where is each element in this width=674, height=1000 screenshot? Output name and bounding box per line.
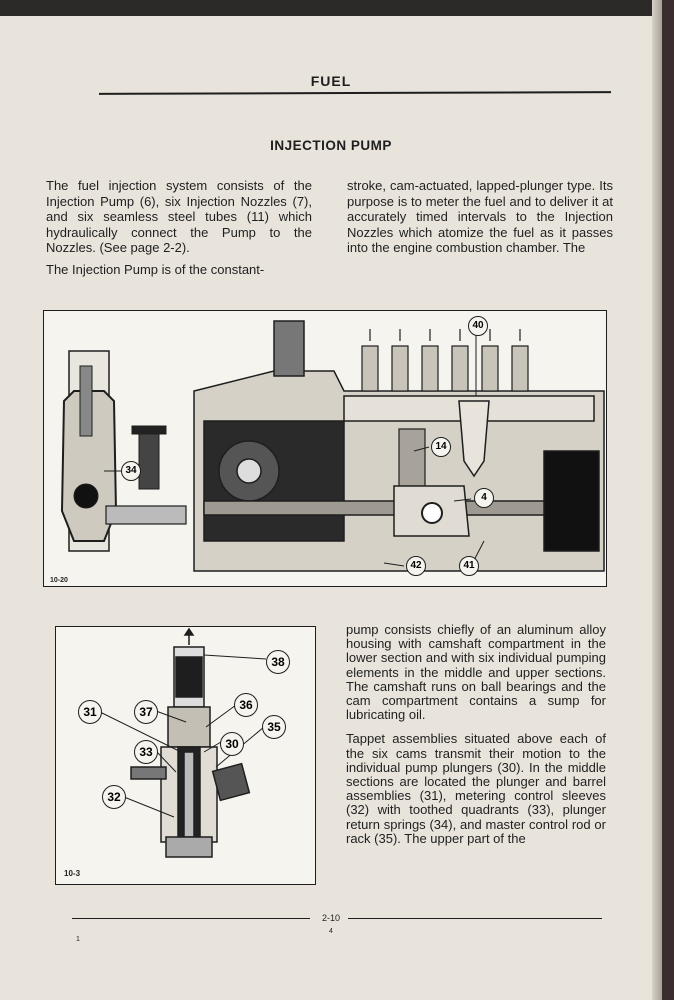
figure-number: 10-3 bbox=[64, 869, 81, 878]
callout-42: 42 bbox=[406, 556, 426, 576]
page-subnumber: 4 bbox=[329, 928, 333, 935]
callout-38: 38 bbox=[266, 650, 290, 674]
callout-35: 35 bbox=[262, 715, 286, 739]
intro-left-column bbox=[46, 178, 312, 283]
header-title: FUEL bbox=[310, 73, 352, 89]
callout-30: 30 bbox=[220, 732, 244, 756]
pumping-element-figure bbox=[55, 626, 316, 885]
pump-cutaway-figure bbox=[43, 310, 607, 587]
intro-paragraph-2: The Injection Pump is of the constant- bbox=[46, 261, 265, 277]
section-title: INJECTION PUMP bbox=[270, 138, 392, 153]
pump-cutaway-illustration bbox=[44, 311, 606, 586]
callout-40: 40 bbox=[468, 316, 488, 336]
callout-33: 33 bbox=[134, 740, 158, 764]
callout-31: 31 bbox=[78, 700, 102, 724]
callout-41: 41 bbox=[459, 556, 479, 576]
intro-right-column bbox=[347, 178, 613, 262]
page-edge bbox=[662, 0, 674, 1000]
callout-32: 32 bbox=[102, 785, 126, 809]
footer-mark: 1 bbox=[76, 936, 80, 943]
callout-37: 37 bbox=[134, 700, 158, 724]
page-number: 2-10 bbox=[321, 913, 340, 923]
body-right-column bbox=[346, 623, 606, 852]
callout-34: 34 bbox=[121, 461, 141, 481]
body-paragraph-1: pump consists chiefly of an aluminum alloy housing with camshaft compartment in the lower section and with six individual pumping elements in the middle and upper sections. The camshaft runs on ball bearings and the cam compartment contains a sump for lubricating oil. bbox=[346, 622, 606, 723]
callout-4: 4 bbox=[474, 488, 494, 508]
intro-paragraph-3: stroke, cam-actuated, lapped-plunger type. Its purpose is to meter the fuel and to deliver it at accurately timed intervals to the Injection Nozzles which atomize the fuel as it passes into the engine combustion chamber. The bbox=[347, 178, 613, 255]
intro-paragraph-1: The fuel injection system consists of the Injection Pump (6), six Injection Nozzles (7), and six seamless steel tubes (11) which hydraulically connect the Pump to the Nozzles. (See page 2-2). bbox=[46, 178, 312, 255]
figure-number: 10-20 bbox=[50, 577, 68, 584]
callout-36: 36 bbox=[234, 693, 258, 717]
callout-14: 14 bbox=[431, 437, 451, 457]
body-paragraph-2: Tappet assemblies situated above each of the six cams transmit their motion to the individual pump plungers (30). In the middle sections are located the plunger and barrel assemblies (31), metering control sleeves (32) with toothed quadrants (33), plunger return springs (34), and master control rod or rack (35). The upper part of the bbox=[346, 731, 606, 846]
